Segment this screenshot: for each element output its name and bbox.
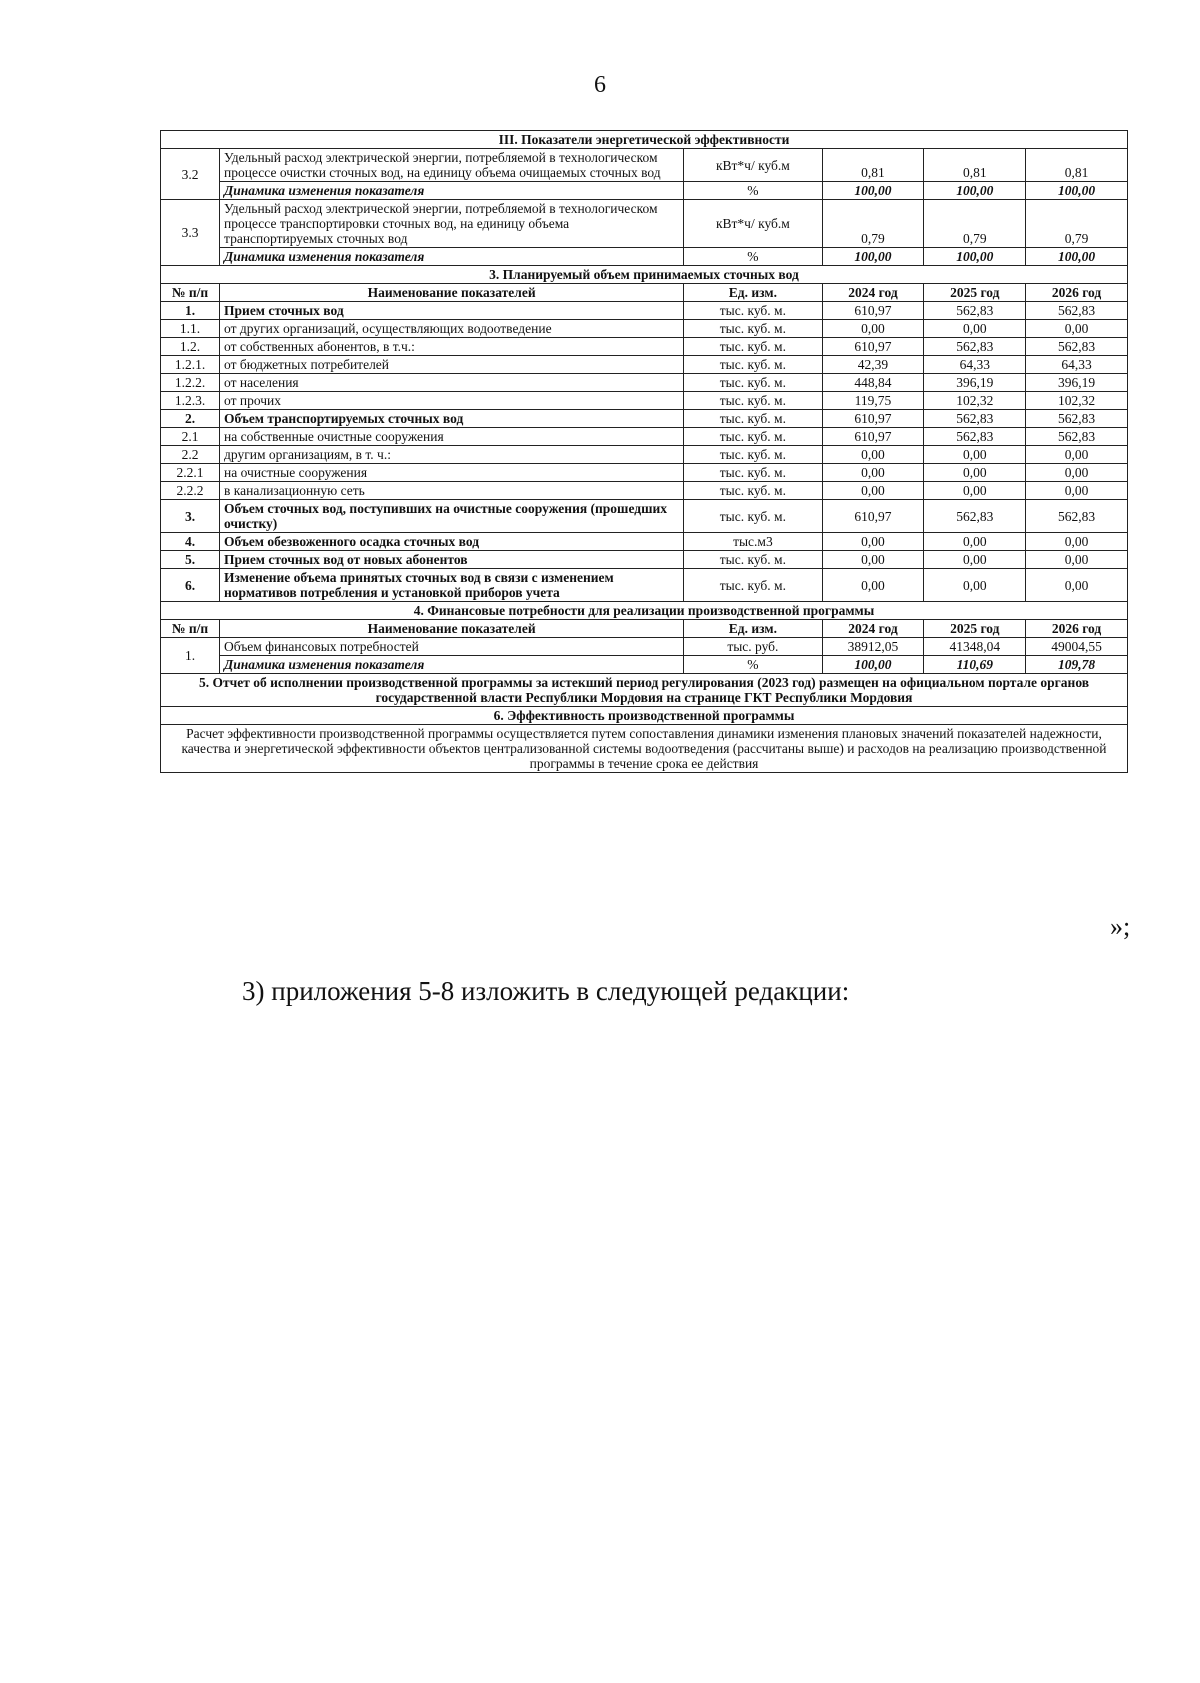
value-2026: 0,00 bbox=[1026, 320, 1128, 338]
dynamics-2026: 100,00 bbox=[1026, 182, 1128, 200]
row-number: 1. bbox=[161, 638, 220, 674]
dynamics-unit: % bbox=[684, 182, 822, 200]
value-2026: 0,00 bbox=[1026, 482, 1128, 500]
indicator-name: Объем обезвоженного осадка сточных вод bbox=[220, 533, 684, 551]
table-row bbox=[161, 428, 1128, 446]
unit-cell: тыс. куб. м. bbox=[684, 392, 822, 410]
value-2024: 610,97 bbox=[822, 338, 924, 356]
value-2024: 610,97 bbox=[822, 302, 924, 320]
section4-title-row bbox=[161, 602, 1128, 620]
value-2025: 0,00 bbox=[924, 551, 1026, 569]
table-row bbox=[161, 482, 1128, 500]
unit-cell: тыс. куб. м. bbox=[684, 464, 822, 482]
row-number: 2. bbox=[161, 410, 220, 428]
header-2025: 2025 год bbox=[924, 284, 1026, 302]
section3-title-row bbox=[161, 266, 1128, 284]
table-row bbox=[161, 464, 1128, 482]
header-unit: Ед. изм. bbox=[684, 284, 822, 302]
value-2025: 0,81 bbox=[924, 149, 1026, 182]
value-2026: 49004,55 bbox=[1026, 638, 1128, 656]
dynamics-2024: 100,00 bbox=[822, 248, 924, 266]
unit-cell: кВт*ч/ куб.м bbox=[684, 200, 822, 248]
value-2025: 0,00 bbox=[924, 569, 1026, 602]
section-energy-title: III. Показатели энергетической эффективности bbox=[161, 131, 1128, 149]
header-2025: 2025 год bbox=[924, 620, 1026, 638]
value-2026: 562,83 bbox=[1026, 338, 1128, 356]
dynamics-2024: 100,00 bbox=[822, 182, 924, 200]
value-2026: 0,81 bbox=[1026, 149, 1128, 182]
table-row bbox=[161, 200, 1128, 248]
page-number: 6 bbox=[594, 72, 606, 98]
header-num: № п/п bbox=[161, 620, 220, 638]
value-2026: 396,19 bbox=[1026, 374, 1128, 392]
indicator-name: Объем транспортируемых сточных вод bbox=[220, 410, 684, 428]
value-2024: 38912,05 bbox=[822, 638, 924, 656]
dynamics-label: Динамика изменения показателя bbox=[220, 656, 684, 674]
header-name: Наименование показателей bbox=[220, 284, 684, 302]
indicator-name: от прочих bbox=[220, 392, 684, 410]
row-number: 2.2.2 bbox=[161, 482, 220, 500]
indicator-name: от других организаций, осуществляющих водоотведение bbox=[220, 320, 684, 338]
unit-cell: тыс. куб. м. bbox=[684, 551, 822, 569]
unit-cell: тыс. куб. м. bbox=[684, 482, 822, 500]
value-2024: 0,00 bbox=[822, 464, 924, 482]
value-2025: 396,19 bbox=[924, 374, 1026, 392]
value-2026: 562,83 bbox=[1026, 500, 1128, 533]
value-2024: 610,97 bbox=[822, 410, 924, 428]
indicator-name: Объем сточных вод, поступивших на очистные сооружения (прошедших очистку) bbox=[220, 500, 684, 533]
value-2025: 0,00 bbox=[924, 533, 1026, 551]
row-number: 6. bbox=[161, 569, 220, 602]
dynamics-2024: 100,00 bbox=[822, 656, 924, 674]
table-row bbox=[161, 374, 1128, 392]
dynamics-2026: 100,00 bbox=[1026, 248, 1128, 266]
value-2025: 562,83 bbox=[924, 302, 1026, 320]
indicator-name: от собственных абонентов, в т.ч.: bbox=[220, 338, 684, 356]
value-2026: 64,33 bbox=[1026, 356, 1128, 374]
indicator-name: Удельный расход электрической энергии, потребляемой в технологическом процессе очистки сточных вод, на единицу объема очищаемых сточных вод bbox=[220, 149, 684, 182]
indicator-name: от бюджетных потребителей bbox=[220, 356, 684, 374]
value-2026: 0,00 bbox=[1026, 569, 1128, 602]
value-2024: 610,97 bbox=[822, 500, 924, 533]
header-name: Наименование показателей bbox=[220, 620, 684, 638]
row-number: 5. bbox=[161, 551, 220, 569]
table-row bbox=[161, 320, 1128, 338]
value-2026: 0,00 bbox=[1026, 464, 1128, 482]
value-2026: 562,83 bbox=[1026, 410, 1128, 428]
value-2026: 0,00 bbox=[1026, 533, 1128, 551]
row-number: 4. bbox=[161, 533, 220, 551]
dynamics-label: Динамика изменения показателя bbox=[220, 248, 684, 266]
row-number: 1. bbox=[161, 302, 220, 320]
row-number: 2.2.1 bbox=[161, 464, 220, 482]
unit-cell: кВт*ч/ куб.м bbox=[684, 149, 822, 182]
value-2025: 0,00 bbox=[924, 446, 1026, 464]
header-num: № п/п bbox=[161, 284, 220, 302]
value-2025: 562,83 bbox=[924, 428, 1026, 446]
value-2024: 610,97 bbox=[822, 428, 924, 446]
value-2024: 0,79 bbox=[822, 200, 924, 248]
value-2026: 0,00 bbox=[1026, 551, 1128, 569]
dynamics-row bbox=[161, 182, 1128, 200]
unit-cell: тыс. куб. м. bbox=[684, 569, 822, 602]
section6-title: 6. Эффективность производственной программы bbox=[161, 707, 1128, 725]
row-number: 3.3 bbox=[161, 200, 220, 266]
value-2025: 41348,04 bbox=[924, 638, 1026, 656]
unit-cell: тыс. куб. м. bbox=[684, 446, 822, 464]
unit-cell: тыс. куб. м. bbox=[684, 356, 822, 374]
section5-row bbox=[161, 674, 1128, 707]
value-2025: 64,33 bbox=[924, 356, 1026, 374]
section-energy-title-row bbox=[161, 131, 1128, 149]
dynamics-unit: % bbox=[684, 248, 822, 266]
dynamics-2025: 100,00 bbox=[924, 182, 1026, 200]
section5-text: 5. Отчет об исполнении производственной программы за истекший период регулирования (2023 год) размещен на официальном портале органов государственной власти Республики Мордовия на странице ГКТ Республики Мордовия bbox=[161, 674, 1128, 707]
indicator-name: Удельный расход электрической энергии, потребляемой в технологическом процессе транспортировки сточных вод, на единицу объема транспортируемых сточных вод bbox=[220, 200, 684, 248]
value-2025: 0,00 bbox=[924, 482, 1026, 500]
value-2026: 102,32 bbox=[1026, 392, 1128, 410]
unit-cell: тыс. куб. м. bbox=[684, 500, 822, 533]
value-2025: 562,83 bbox=[924, 500, 1026, 533]
table-row bbox=[161, 338, 1128, 356]
value-2025: 0,79 bbox=[924, 200, 1026, 248]
row-number: 2.1 bbox=[161, 428, 220, 446]
unit-cell: тыс. куб. м. bbox=[684, 374, 822, 392]
value-2025: 0,00 bbox=[924, 320, 1026, 338]
value-2026: 0,00 bbox=[1026, 446, 1128, 464]
indicator-name: на собственные очистные сооружения bbox=[220, 428, 684, 446]
closing-quote: »; bbox=[1110, 912, 1131, 941]
section3-title: 3. Планируемый объем принимаемых сточных вод bbox=[161, 266, 1128, 284]
indicator-name: Прием сточных вод bbox=[220, 302, 684, 320]
value-2024: 0,81 bbox=[822, 149, 924, 182]
value-2024: 0,00 bbox=[822, 551, 924, 569]
header-2026: 2026 год bbox=[1026, 620, 1128, 638]
section3-body bbox=[161, 302, 1128, 602]
dynamics-row bbox=[161, 248, 1128, 266]
header-unit: Ед. изм. bbox=[684, 620, 822, 638]
value-2026: 562,83 bbox=[1026, 428, 1128, 446]
value-2026: 562,83 bbox=[1026, 302, 1128, 320]
dynamics-unit: % bbox=[684, 656, 822, 674]
indicators-table bbox=[160, 130, 1128, 773]
value-2024: 448,84 bbox=[822, 374, 924, 392]
indicator-name: на очистные сооружения bbox=[220, 464, 684, 482]
value-2024: 42,39 bbox=[822, 356, 924, 374]
unit-cell: тыс. куб. м. bbox=[684, 338, 822, 356]
value-2024: 0,00 bbox=[822, 482, 924, 500]
section6-text: Расчет эффективности производственной программы осуществляется путем сопоставления динамики изменения плановых значений показателей надежности, качества и энергетической эффективности объектов централизованной системы водоотведения (рассчитаны выше) и расходов на реализацию производственной программы в течение срока ее действия bbox=[161, 725, 1128, 773]
row-number: 3.2 bbox=[161, 149, 220, 200]
header-2024: 2024 год bbox=[822, 620, 924, 638]
row-number: 1.2.1. bbox=[161, 356, 220, 374]
value-2024: 0,00 bbox=[822, 446, 924, 464]
unit-cell: тыс.м3 bbox=[684, 533, 822, 551]
header-row bbox=[161, 620, 1128, 638]
indicator-name: от населения bbox=[220, 374, 684, 392]
unit-cell: тыс. куб. м. bbox=[684, 320, 822, 338]
unit-cell: тыс. руб. bbox=[684, 638, 822, 656]
table-row bbox=[161, 392, 1128, 410]
value-2025: 562,83 bbox=[924, 410, 1026, 428]
section4-title: 4. Финансовые потребности для реализации производственной программы bbox=[161, 602, 1128, 620]
section6-title-row bbox=[161, 707, 1128, 725]
indicator-name: в канализационную сеть bbox=[220, 482, 684, 500]
indicator-name: Изменение объема принятых сточных вод в связи с изменением нормативов потребления и установкой приборов учета bbox=[220, 569, 684, 602]
table-row bbox=[161, 410, 1128, 428]
value-2025: 102,32 bbox=[924, 392, 1026, 410]
table-row bbox=[161, 569, 1128, 602]
header-2024: 2024 год bbox=[822, 284, 924, 302]
value-2024: 0,00 bbox=[822, 569, 924, 602]
unit-cell: тыс. куб. м. bbox=[684, 428, 822, 446]
dynamics-2025: 110,69 bbox=[924, 656, 1026, 674]
table-row bbox=[161, 356, 1128, 374]
dynamics-2025: 100,00 bbox=[924, 248, 1026, 266]
value-2025: 0,00 bbox=[924, 464, 1026, 482]
value-2024: 0,00 bbox=[822, 320, 924, 338]
unit-cell: тыс. куб. м. bbox=[684, 410, 822, 428]
unit-cell: тыс. куб. м. bbox=[684, 302, 822, 320]
table-row bbox=[161, 500, 1128, 533]
row-number: 3. bbox=[161, 500, 220, 533]
table-row bbox=[161, 446, 1128, 464]
amendment-text: 3) приложения 5-8 изложить в следующей редакции: bbox=[242, 976, 850, 1006]
table-row bbox=[161, 638, 1128, 656]
indicator-name: другим организациям, в т. ч.: bbox=[220, 446, 684, 464]
dynamics-label: Динамика изменения показателя bbox=[220, 182, 684, 200]
indicator-name: Прием сточных вод от новых абонентов bbox=[220, 551, 684, 569]
table-row bbox=[161, 302, 1128, 320]
row-number: 2.2 bbox=[161, 446, 220, 464]
table-row bbox=[161, 533, 1128, 551]
row-number: 1.1. bbox=[161, 320, 220, 338]
value-2025: 562,83 bbox=[924, 338, 1026, 356]
row-number: 1.2.2. bbox=[161, 374, 220, 392]
dynamics-row bbox=[161, 656, 1128, 674]
header-2026: 2026 год bbox=[1026, 284, 1128, 302]
section6-text-row bbox=[161, 725, 1128, 773]
header-row bbox=[161, 284, 1128, 302]
row-number: 1.2.3. bbox=[161, 392, 220, 410]
table-row bbox=[161, 149, 1128, 182]
value-2026: 0,79 bbox=[1026, 200, 1128, 248]
indicator-name: Объем финансовых потребностей bbox=[220, 638, 684, 656]
dynamics-2026: 109,78 bbox=[1026, 656, 1128, 674]
value-2024: 0,00 bbox=[822, 533, 924, 551]
value-2024: 119,75 bbox=[822, 392, 924, 410]
table-row bbox=[161, 551, 1128, 569]
row-number: 1.2. bbox=[161, 338, 220, 356]
